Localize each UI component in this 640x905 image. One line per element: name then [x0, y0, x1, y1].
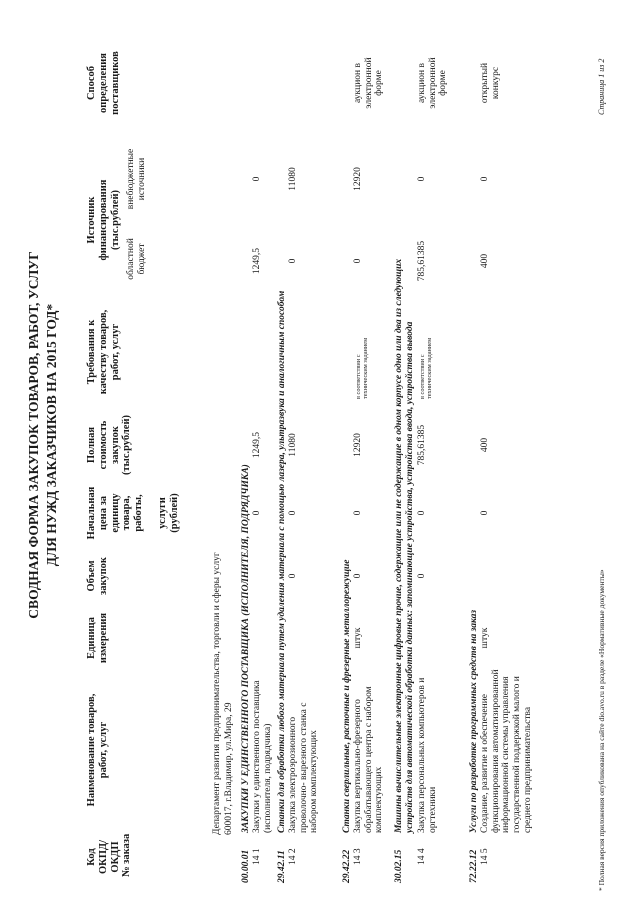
document-title-line2: ДЛЯ НУЖД ЗАКАЗЧИКОВ НА 2015 ГОД*: [44, 303, 59, 567]
row-full-cost: 12920: [353, 433, 363, 457]
row-number: 14 4: [417, 848, 427, 865]
row-number: 14 1: [252, 848, 262, 865]
row-regional-budget: 785,61385: [417, 240, 427, 282]
section-title: Станки для обработки любого материала путем удаления материала с помощью лазера, ультразвука и аналогичным способом: [277, 290, 287, 833]
row-unit: штук: [353, 627, 363, 649]
row-regional-budget: 1249,5: [252, 247, 262, 275]
row-requirements: в соответствии с техническим заданием: [419, 337, 434, 399]
row-volume: 0: [353, 573, 363, 579]
header-volume: Объем закупок: [86, 557, 109, 595]
header-code: Код ОКПД/ ОКДП № заказа: [86, 833, 133, 877]
row-regional-budget: 0: [353, 258, 363, 264]
row-number: 14 5: [480, 848, 490, 865]
header-finance: Источник финансирования (тыс.рублей): [86, 179, 121, 261]
row-initial-price: 0: [480, 510, 490, 516]
row-extrabudgetary: 11080: [288, 167, 298, 191]
row-volume: 0: [288, 573, 298, 579]
row-name: Создание, развитие и обеспечение функционирования автоматизированной информационной системы управления государственной поддержкой малого и среднего предпринимательства: [480, 669, 533, 833]
row-requirements: в соответствии с техническим заданием: [355, 337, 370, 399]
row-name: Закупка электроэрозионного проволочно- вырезного станка с набором комплектующих: [288, 702, 320, 833]
page-number: Страница 1 из 2: [597, 58, 606, 115]
row-full-cost: 1249,5: [252, 431, 262, 459]
subheader-regional-budget: областной бюджет: [126, 238, 147, 280]
section-code: 00.00.01: [241, 849, 251, 883]
row-initial-price: 0: [252, 510, 262, 516]
header-unit: Единица измерения: [86, 612, 109, 664]
header-method: Способ определения поставщиков: [86, 51, 121, 115]
section-title: Станки сверлильные, расточные и фрезерные металлорежущие: [342, 559, 352, 833]
row-full-cost: 785,61385: [417, 424, 427, 466]
row-extrabudgetary: 0: [480, 176, 490, 182]
row-unit: штук: [480, 627, 490, 649]
section-title: ЗАКУПКИ У ЕДИНСТВЕННОГО ПОСТАВЩИКА (ИСПОЛНИТЕЛЯ, ПОДРЯДЧИКА): [241, 464, 251, 833]
row-name: Закупка персональных компьютеров и оргтехники: [417, 677, 438, 833]
row-initial-price: 0: [288, 510, 298, 516]
document-title-line1: СВОДНАЯ ФОРМА ЗАКУПОК ТОВАРОВ, РАБОТ, УСЛУГ: [26, 251, 41, 619]
row-number: 14 2: [288, 848, 298, 865]
row-initial-price: 0: [417, 510, 427, 516]
row-regional-budget: 400: [480, 253, 490, 269]
header-full-cost: Полная стоимость закупок (тыс.рублей): [86, 414, 133, 476]
header-requirements: Требования к качеству товаров, работ, услуг: [86, 309, 121, 395]
row-volume: 0: [417, 573, 427, 579]
row-method: аукцион в электронной форме: [353, 57, 385, 109]
row-name: Закупки у единственного поставщика (исполнителя, подрядчика): [252, 680, 273, 833]
row-number: 14 3: [353, 848, 363, 865]
section-code: 29.42.11: [277, 850, 287, 883]
row-full-cost: 400: [480, 437, 490, 453]
section-code: 30.02.15: [394, 849, 404, 883]
row-regional-budget: 0: [288, 258, 298, 264]
department-name: Департамент развития предпринимательства, торговли и сферы услуг: [212, 552, 222, 835]
section-code: 72.22.12: [469, 849, 479, 883]
row-full-cost: 11080: [288, 433, 298, 457]
header-name: Наименование товаров, работ, услуг: [86, 693, 109, 807]
row-initial-price: 0: [353, 510, 363, 516]
row-extrabudgetary: 0: [417, 176, 427, 182]
header-initial-price: Начальная цена за единицу товара, работы, услуги (рублей): [86, 486, 180, 540]
row-method: открытый конкурс: [480, 62, 501, 104]
row-method: аукцион в электронной форме: [417, 57, 449, 109]
subheader-extrabudgetary: внебюджетные источники: [126, 148, 147, 210]
footnote: * Полная версия приложения опубликована на сайте dio.avo.ru в разделе «Нормативные документы»: [597, 569, 606, 891]
section-code: 29.42.22: [342, 849, 352, 883]
department-address: 600017, г.Владимир, ул.Мира, 29: [224, 702, 234, 835]
row-name: Закупка вертикально-фрезерного обрабатывающего центра с набором комплектующих: [353, 686, 385, 833]
section-title: Услуги по разработке программных средств на заказ: [469, 609, 479, 833]
row-extrabudgetary: 0: [252, 176, 262, 182]
row-extrabudgetary: 12920: [353, 167, 363, 191]
section-title: Машины вычислительные электронные цифровые прочие, содержащие или не содержащие в одном корпусе одно или два из следующих устройств для автоматической обработки данных: запоминающие устройства, устройства ввода, устройства вывода: [394, 258, 415, 833]
